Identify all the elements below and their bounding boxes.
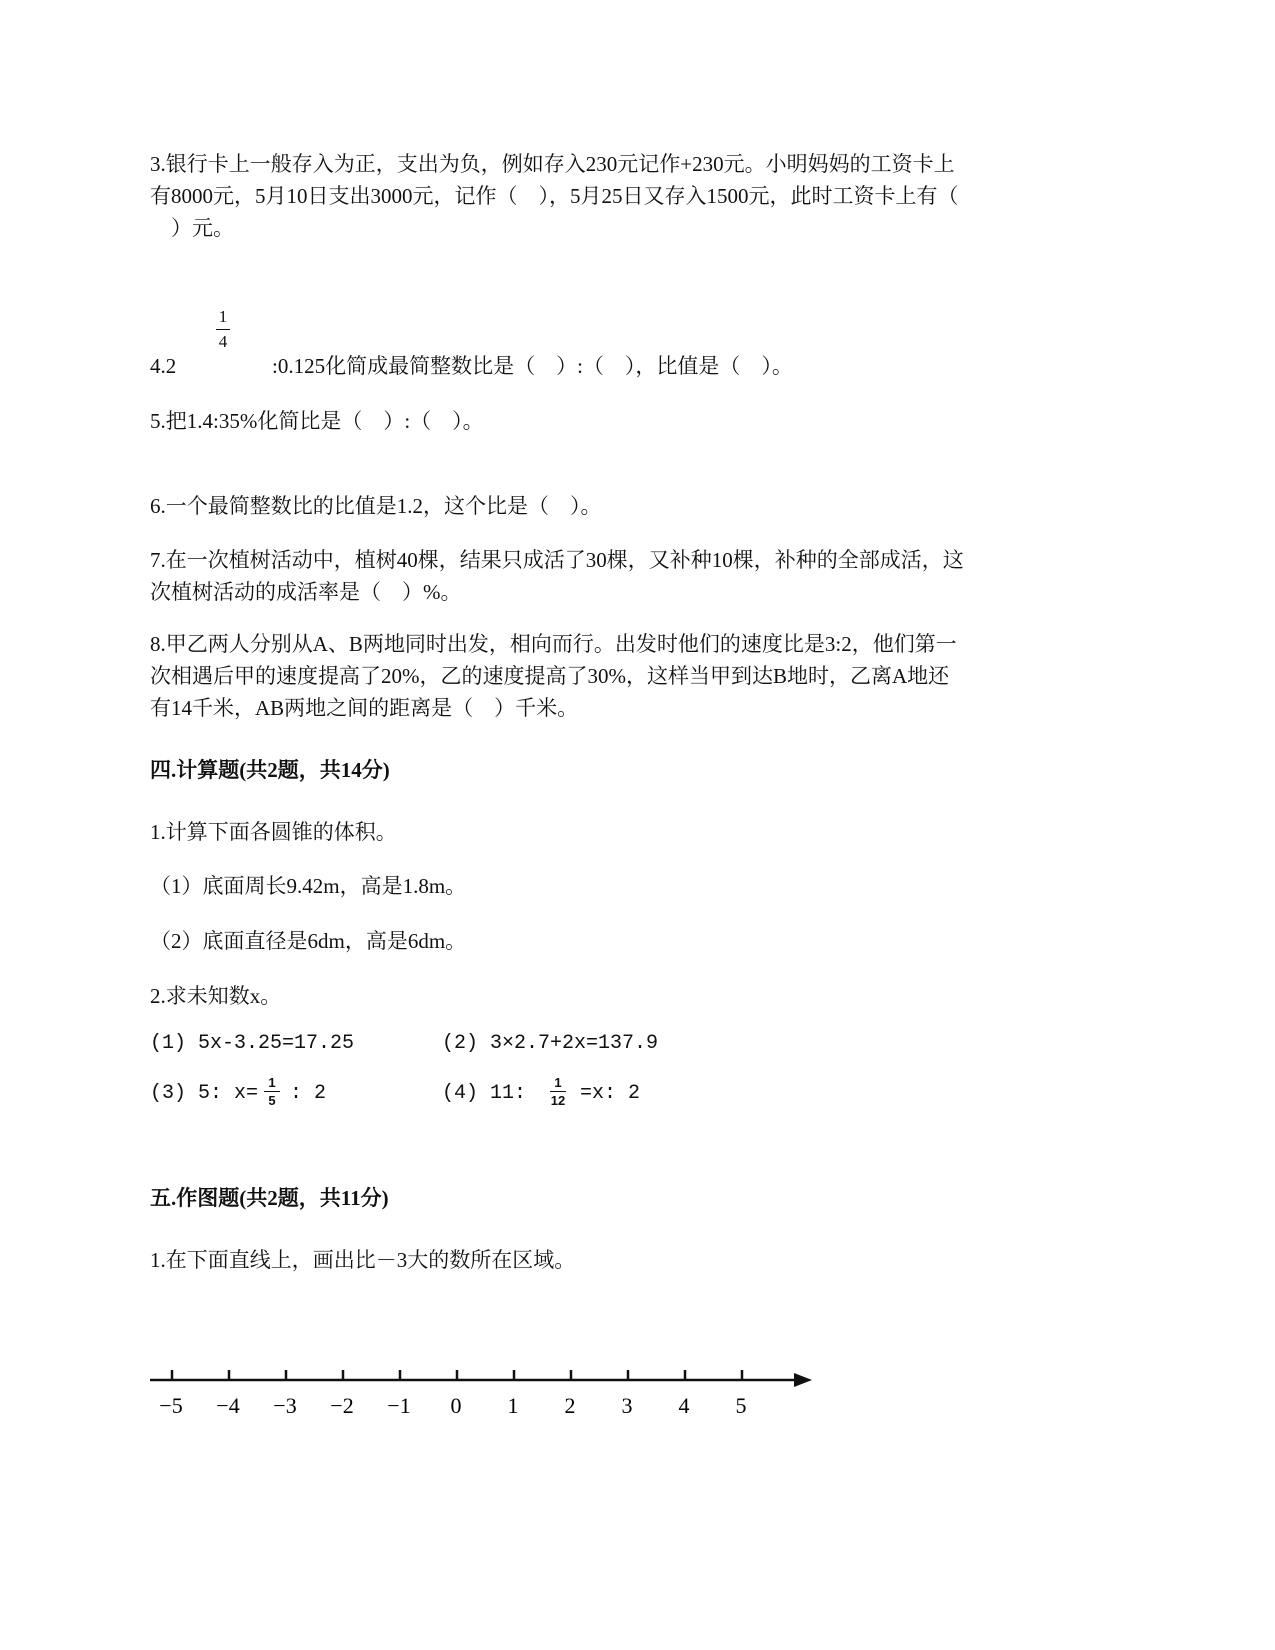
eq4-frac-num: 1: [554, 1075, 562, 1090]
q3-line1: 3.银行卡上一般存入为正，支出为负，例如存入230元记作+230元。小明妈妈的工资卡上: [150, 152, 955, 176]
tick-label: 2: [564, 1393, 576, 1418]
q5-text: 5.把1.4:35%化简比是（ ）:（ ）。: [150, 409, 484, 433]
equation-1: (1) 5x-3.25=17.25: [150, 1032, 355, 1055]
section5-title: 五.作图题(共2题，共11分): [150, 1186, 389, 1210]
frac-bar: [264, 1091, 280, 1092]
q3-line2: 有8000元，5月10日支出3000元，记作（ ），5月25日又存入1500元，此时工资卡上有（: [150, 184, 959, 208]
q7-line2: 次植树活动的成活率是（ ）%。: [150, 580, 462, 604]
eq4-frac-den: 12: [550, 1093, 566, 1108]
tick-label: 4: [678, 1393, 690, 1418]
q4-fraction: [216, 306, 230, 353]
tick-label: −4: [216, 1393, 240, 1418]
section5-q1: 1.在下面直线上，画出比－3大的数所在区域。: [150, 1248, 576, 1272]
q4-frac-den: 4: [218, 332, 228, 351]
q6-text: 6.一个最简整数比的比值是1.2，这个比是（ ）。: [150, 494, 602, 518]
section4-q2: 2.求未知数x。: [150, 984, 282, 1008]
section4-q1-a: （1）底面周长9.42m，高是1.8m。: [150, 874, 467, 898]
q3-line3: ）元。: [150, 216, 234, 240]
q7-line1: 7.在一次植树活动中，植树40棵，结果只成活了30棵，又补种10棵，补种的全部成活，这: [150, 548, 964, 572]
q8-line2: 次相遇后甲的速度提高了20%，乙的速度提高了30%，这样当甲到达B地时，乙离A地还: [150, 664, 950, 688]
number-line: [150, 1358, 830, 1438]
tick-label: 1: [507, 1393, 519, 1418]
tick-label: 5: [735, 1393, 747, 1418]
q4-frac-num: 1: [218, 307, 228, 326]
frac-bar: [550, 1091, 566, 1092]
q4-suffix: :0.125化简成最简整数比是（ ）:（ ），比值是（ ）。: [272, 354, 793, 378]
equation-4-suffix: =x: 2: [580, 1082, 641, 1105]
q8-line3: 有14千米，AB两地之间的距离是（ ）千米。: [150, 696, 579, 720]
tick-label: −2: [330, 1393, 354, 1418]
eq3-frac-num: 1: [268, 1075, 276, 1090]
eq3-frac-den: 5: [268, 1093, 276, 1108]
equation-3-suffix: : 2: [290, 1082, 327, 1105]
equation-3-prefix: (3) 5: x=: [150, 1082, 259, 1105]
q8-line1: 8.甲乙两人分别从A、B两地同时出发，相向而行。出发时他们的速度比是3:2，他们第一: [150, 632, 957, 656]
tick-label: −5: [159, 1393, 183, 1418]
equation-3-fraction: [264, 1075, 280, 1108]
section4-q1: 1.计算下面各圆锥的体积。: [150, 820, 397, 844]
tick-label: 0: [450, 1393, 462, 1418]
equation-2: (2) 3×2.7+2x=137.9: [442, 1032, 659, 1055]
tick-label: −1: [387, 1393, 411, 1418]
section4-q1-b: （2）底面直径是6dm，高是6dm。: [150, 929, 467, 953]
arrow-head-icon: [794, 1373, 812, 1387]
equation-4-fraction: [550, 1075, 566, 1108]
equation-4-prefix: (4) 11:: [442, 1082, 527, 1105]
tick-label: −3: [273, 1393, 297, 1418]
q4-prefix: 4.2: [150, 354, 177, 378]
frac-bar: [216, 329, 230, 330]
tick-label: 3: [621, 1393, 633, 1418]
section4-title: 四.计算题(共2题，共14分): [150, 758, 390, 782]
